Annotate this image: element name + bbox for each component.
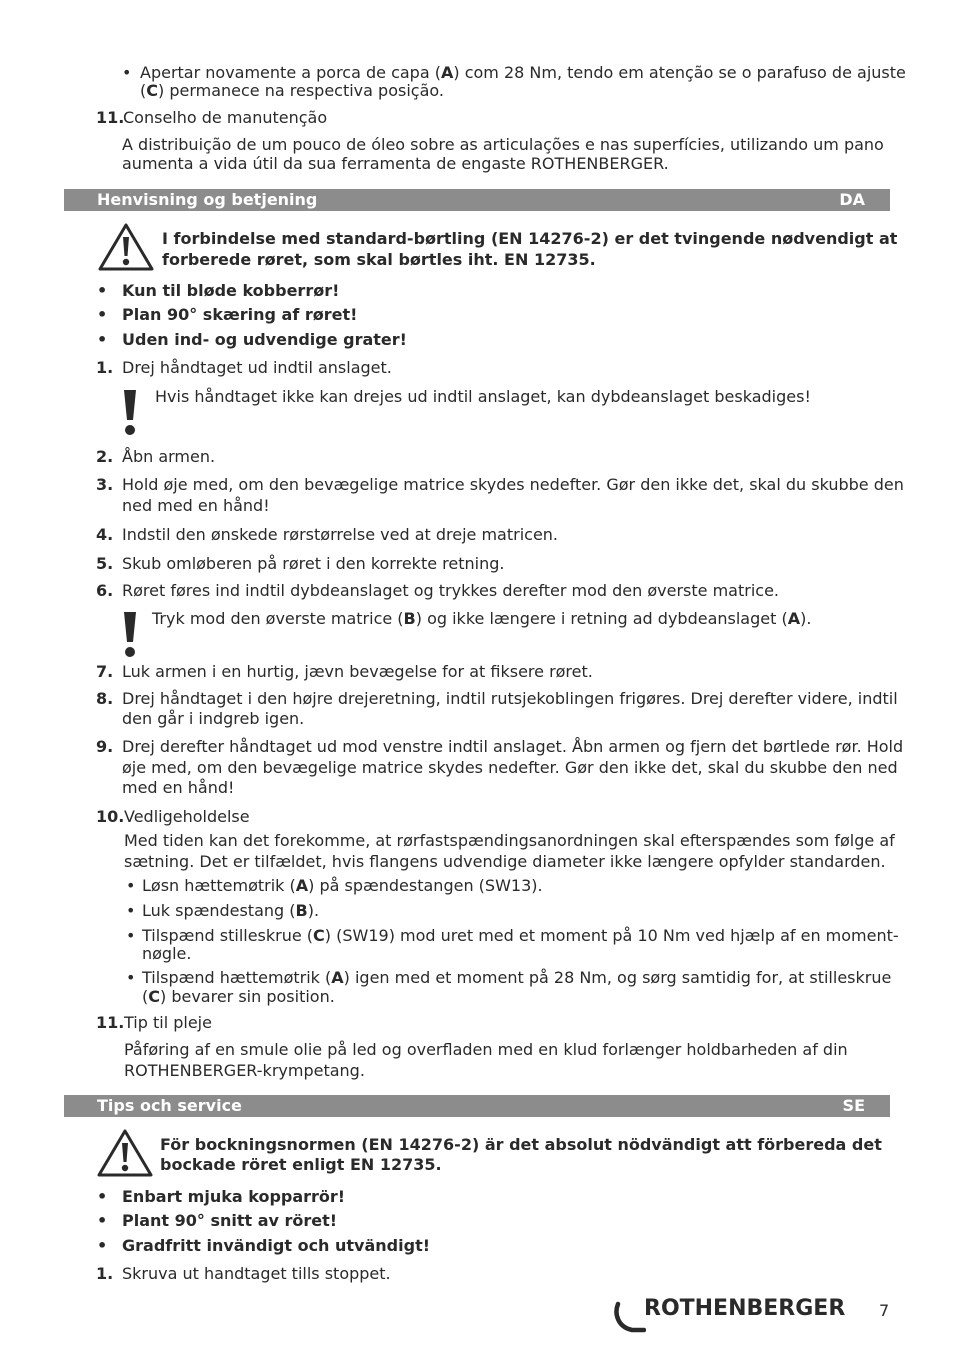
da-step-1-number: 1. [96, 358, 114, 377]
da-bullet-2: Plan 90° skæring af røret! [122, 305, 358, 324]
da-section-title: Henvisning og betjening [97, 190, 318, 209]
da-bullet-1: Kun til bløde kobberrør! [122, 281, 340, 300]
da-step-3-line-1: Hold øje med, om den bevægelige matrice skydes nedefter. Gør den ikke det, skal du skubbe den [122, 475, 904, 494]
da-step-11-body-1: Påføring af en smule olie på led og overfladen med en klud forlænger holdbarheden af din [124, 1040, 848, 1059]
pt-item-11-title: Conselho de manutenção [123, 108, 328, 127]
da-step-5-number: 5. [96, 554, 114, 573]
se-bullet-1: Enbart mjuka kopparrör! [122, 1187, 346, 1206]
da-note-2: Tryk mod den øverste matrice (B) og ikke længere i retning ad dybdeanslaget (A). [152, 609, 812, 628]
rothenberger-logo [612, 1296, 857, 1336]
bullet-dot: • [126, 926, 136, 945]
da-step-5: Skub omløberen på røret i den korrekte retning. [122, 554, 505, 573]
se-language-code: SE [842, 1096, 865, 1115]
se-bullet-2: Plant 90° snitt av röret! [122, 1211, 338, 1230]
bullet-dot: • [126, 968, 136, 987]
pt-item-11-body-1: A distribuição de um pouco de óleo sobre as articulações e nas superfícies, utilizando um pano [122, 135, 884, 154]
da-step-6-number: 6. [96, 581, 114, 600]
da-language-code: DA [839, 190, 865, 209]
bullet-dot: • [126, 901, 136, 920]
da-step-7: Luk armen i en hurtig, jævn bevægelse for at fiksere røret. [122, 662, 593, 681]
se-warning-line-1: För bockningsnormen (EN 14276-2) är det absolut nödvändigt att förbereda det [160, 1135, 882, 1154]
se-step-1-number: 1. [96, 1264, 114, 1283]
brand-name: ROTHENBERGER [644, 1296, 846, 1321]
da-step-9-number: 9. [96, 737, 114, 756]
da-step-11-number: 11. [96, 1013, 125, 1032]
se-warning-line-2: bockade röret enligt EN 12735. [160, 1155, 442, 1174]
da-maintenance-bullet-3-line-2: nøgle. [142, 944, 192, 963]
bullet-dot: • [97, 330, 108, 349]
da-maintenance-bullet-4-line-1: Tilspænd hættemøtrik (A) igen med et moment på 28 Nm, og sørg samtidig for, at stilleskrue [142, 968, 892, 987]
da-step-10-number: 10. [96, 807, 125, 826]
da-warning-line-2: forberede røret, som skal børtles iht. EN 12735. [162, 250, 596, 269]
exclamation-icon [120, 610, 140, 660]
pt-item-11-body-2: aumenta a vida útil da sua ferramenta de engaste ROTHENBERGER. [122, 154, 669, 173]
da-step-6: Røret føres ind indtil dybdeanslaget og trykkes derefter mod den øverste matrice. [122, 581, 779, 600]
bullet-dot: • [122, 63, 132, 82]
da-maintenance-bullet-4-line-2: (C) bevarer sin position. [142, 987, 335, 1006]
da-step-8-line-2: den går i indgreb igen. [122, 709, 305, 728]
da-step-10-body-2: sætning. Det er tilfældet, hvis flangens udvendige diameter ikke længere opfylder standarden. [124, 852, 886, 871]
bullet-dot: • [97, 281, 108, 300]
da-step-8-number: 8. [96, 689, 114, 708]
se-section-header [64, 1095, 890, 1117]
bullet-dot: • [97, 1236, 108, 1255]
da-step-2-number: 2. [96, 447, 114, 466]
bullet-dot: • [97, 1211, 108, 1230]
exclamation-icon [120, 388, 140, 438]
da-section-header [64, 189, 890, 211]
bullet-dot: • [97, 1187, 108, 1206]
warning-triangle-icon [97, 222, 155, 272]
da-step-1: Drej håndtaget ud indtil anslaget. [122, 358, 392, 377]
pt-bullet-line-1: Apertar novamente a porca de capa (A) com 28 Nm, tendo em atenção se o parafuso de ajuste [140, 63, 906, 82]
da-step-7-number: 7. [96, 662, 114, 681]
se-section-title: Tips och service [97, 1096, 242, 1115]
da-maintenance-bullet-2: Luk spændestang (B). [142, 901, 320, 920]
da-step-9-line-1: Drej derefter håndtaget ud mod venstre indtil anslaget. Åbn armen og fjern det børtlede rør. Hold [122, 737, 904, 756]
da-bullet-3: Uden ind- og udvendige grater! [122, 330, 407, 349]
da-step-11-title: Tip til pleje [124, 1013, 212, 1032]
da-step-3-number: 3. [96, 475, 114, 494]
da-step-10-body-1: Med tiden kan det forekomme, at rørfastspændingsanordningen skal efterspændes som følge af [124, 831, 895, 850]
pt-bullet-line-2: (C) permanece na respectiva posição. [140, 81, 444, 100]
da-step-10-title: Vedligeholdelse [124, 807, 250, 826]
da-step-2: Åbn armen. [122, 447, 216, 466]
warning-triangle-icon [96, 1128, 154, 1178]
da-step-9-line-3: med en hånd! [122, 778, 235, 797]
da-step-4-number: 4. [96, 525, 114, 544]
da-maintenance-bullet-1: Løsn hættemøtrik (A) på spændestangen (SW13). [142, 876, 543, 895]
da-step-8-line-1: Drej håndtaget i den højre drejeretning, indtil rutsjekoblingen frigøres. Drej derefter videre, indtil [122, 689, 898, 708]
se-step-1: Skruva ut handtaget tills stoppet. [122, 1264, 391, 1283]
da-warning-line-1: I forbindelse med standard-børtling (EN 14276-2) er det tvingende nødvendigt at [162, 229, 898, 248]
da-step-3-line-2: ned med en hånd! [122, 496, 270, 515]
da-maintenance-bullet-3-line-1: Tilspænd stilleskrue (C) (SW19) mod uret med et moment på 10 Nm ved hjælp af en moment- [142, 926, 899, 945]
page-number: 7 [879, 1301, 890, 1320]
da-step-9-line-2: øje med, om den bevægelige matrice skydes nedefter. Gør den ikke det, skal du skubbe den ned [122, 758, 898, 777]
bullet-dot: • [126, 876, 136, 895]
pt-item-11-number: 11. [96, 108, 125, 127]
da-step-4: Indstil den ønskede rørstørrelse ved at dreje matricen. [122, 525, 559, 544]
logo-swoosh-icon [612, 1300, 646, 1334]
se-bullet-3: Gradfritt invändigt och utvändigt! [122, 1236, 431, 1255]
bullet-dot: • [97, 305, 108, 324]
da-step-11-body-2: ROTHENBERGER-krympetang. [124, 1061, 365, 1080]
da-note-1: Hvis håndtaget ikke kan drejes ud indtil anslaget, kan dybdeanslaget beskadiges! [155, 387, 811, 406]
